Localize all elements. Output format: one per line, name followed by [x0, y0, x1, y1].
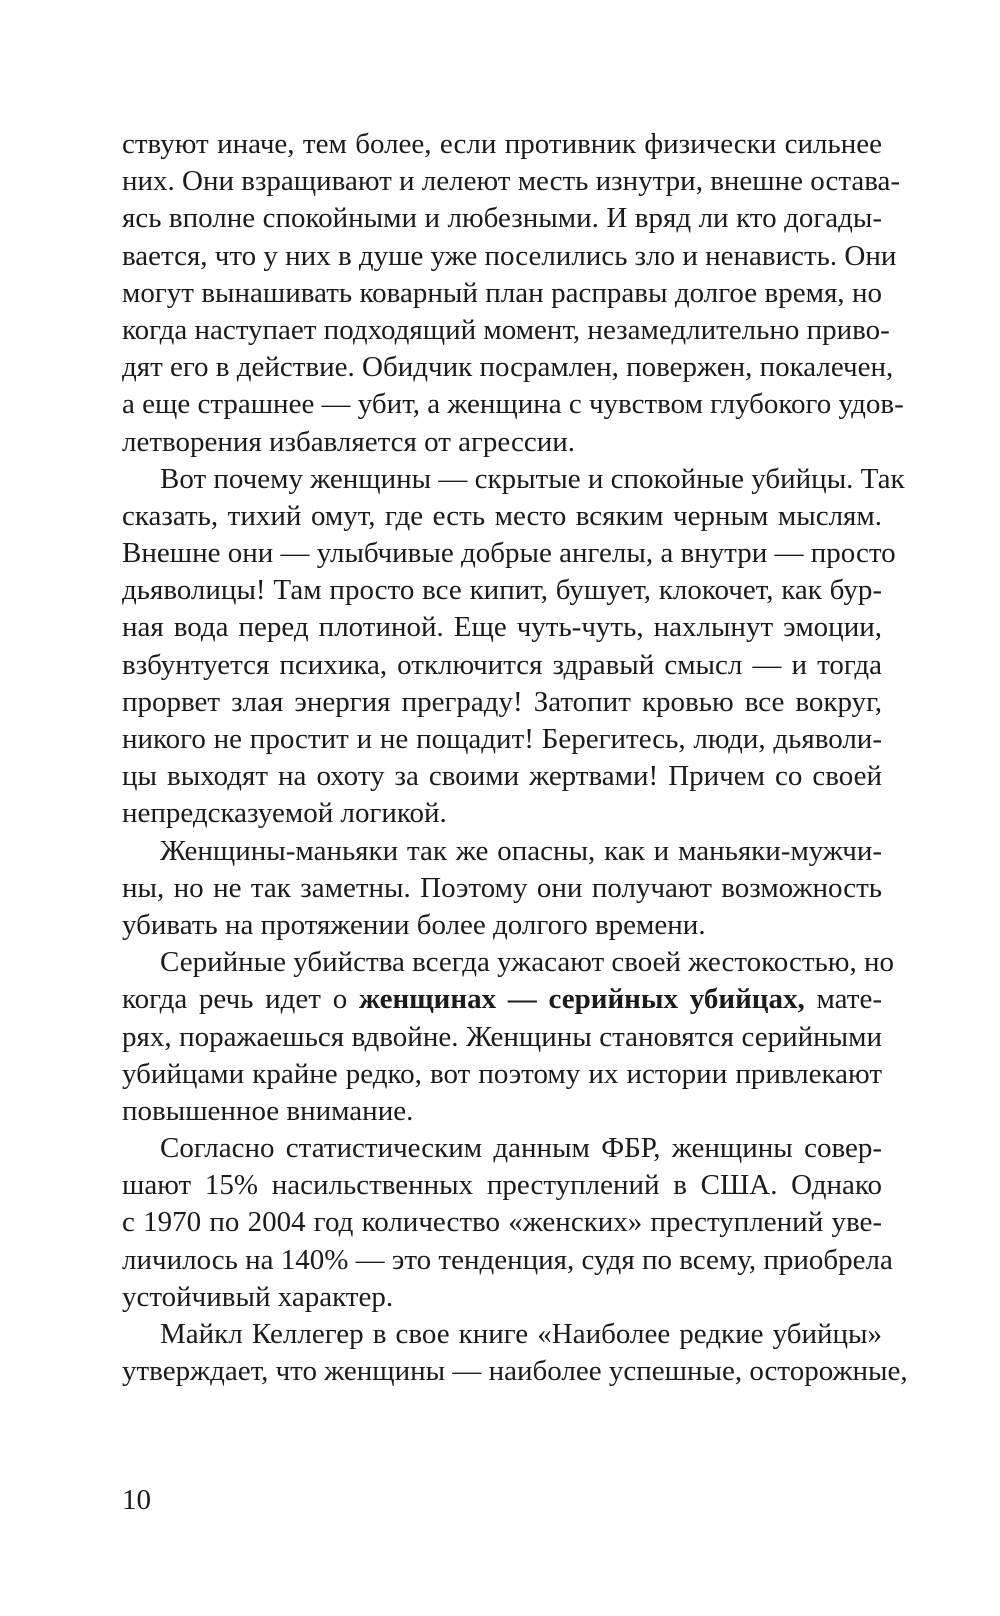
body-text	[122, 126, 908, 1390]
text-line: вается, что у них в душе уже поселились зло и ненависть. Они	[122, 239, 897, 272]
text-line: дьяволицы! Там просто все кипит, бушует, клокочет, как бур-	[122, 574, 882, 607]
text-line: а еще страшнее — убит, а женщина с чувством глубокого удов-	[122, 388, 904, 421]
text-line: цы выходят на охоту за своими жертвами! Причем со своей	[122, 760, 882, 793]
paragraph-end-line: убивать на протяжении более долгого времени.	[122, 908, 706, 941]
text-line: никого не простит и не пощадит! Берегитесь, люди, дьяволи-	[122, 723, 882, 755]
text-line: личилось на 140% — это тенденция, судя по всему, приобрела	[122, 1243, 893, 1276]
text-line: Внешне они — улыбчивые добрые ангелы, а внутри — просто	[122, 537, 896, 570]
text-line: рях, поражаешься вдвойне. Женщины становятся серийными	[122, 1020, 882, 1053]
paragraph-first-line: Серийные убийства всегда ужасают своей жестокостью, но	[160, 946, 894, 979]
text-line: убийцами крайне редко, вот поэтому их истории привлекают	[122, 1057, 882, 1090]
text-line: ная вода перед плотиной. Еще чуть-чуть, нахлынут эмоции,	[122, 611, 882, 644]
paragraph-end-line: летворения избавляется от агрессии.	[122, 425, 576, 458]
text-line: прорвет злая энергия преграду! Затопит кровью все вокруг,	[122, 685, 882, 718]
paragraph-first-line: Согласно статистическим данным ФБР, женщины совер-	[160, 1132, 882, 1165]
page-number: 10	[122, 1484, 151, 1516]
text-line: ствуют иначе, тем более, если противник физически сильнее	[122, 128, 882, 160]
text-line: с 1970 по 2004 год количество «женских» преступлений уве-	[122, 1206, 882, 1239]
text-line: них. Они взращивают и лелеют месть изнутри, внешне остава-	[122, 165, 901, 198]
bold-emphasis: женщинах — серийных убийцах,	[358, 983, 805, 1016]
text-line: когда наступает подходящий момент, незамедлительно приво-	[122, 313, 890, 346]
text-line: дят его в действие. Обидчик посрамлен, повержен, покалечен,	[122, 351, 894, 384]
paragraph-first-line: Вот почему женщины — скрытые и спокойные убийцы. Так	[160, 462, 905, 495]
paragraph-end-line: непредсказуемой логикой.	[122, 797, 447, 830]
text-line: ны, но не так заметны. Поэтому они получают возможность	[122, 871, 882, 904]
text-line: ясь вполне спокойными и любезными. И вряд ли кто догады-	[122, 202, 882, 235]
text-line: шают 15% насильственных преступлений в США. Однако	[122, 1169, 882, 1202]
text-segment: когда речь идет о	[122, 983, 359, 1016]
text-line: могут вынашивать коварный план расправы долгое время, но	[122, 276, 882, 309]
paragraph-end-line: повышенное внимание.	[122, 1094, 414, 1127]
text-segment: мате-	[804, 983, 882, 1016]
text-line: взбунтуется психика, отключится здравый смысл — и тогда	[122, 648, 882, 681]
paragraph-first-line: Женщины-маньяки так же опасны, как и маньяки-мужчи-	[160, 834, 882, 867]
paragraph-first-line: Майкл Келлегер в свое книге «Наиболее редкие убийцы»	[160, 1318, 882, 1350]
text-line: утверждает, что женщины — наиболее успешные, осторожные,	[122, 1355, 908, 1388]
text-line-with-emphasis	[122, 981, 882, 1018]
text-line: сказать, тихий омут, где есть место всяким черным мыслям.	[122, 499, 882, 532]
paragraph-end-line: устойчивый характер.	[122, 1280, 394, 1313]
